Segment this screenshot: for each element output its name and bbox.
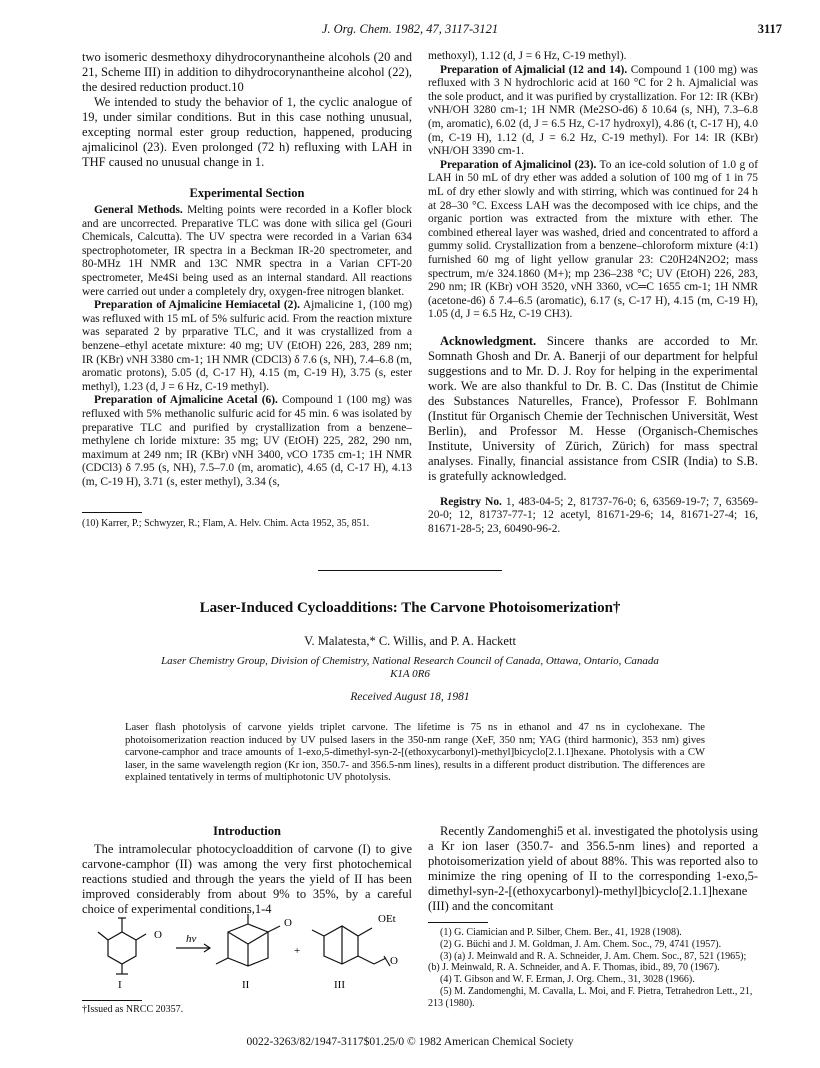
footnote-10 <box>82 518 412 530</box>
acknowledgment-label: Acknowledgment. <box>440 333 537 348</box>
hemiacetal-label: Preparation of Ajmalicine Hemiacetal (2). <box>94 299 301 312</box>
reference-1: (1) G. Ciamician and P. Silber, Chem. Ber., 41, 1928 (1908). <box>440 927 682 938</box>
ajmalicial-label: Preparation of Ajmalicial (12 and 14). <box>440 63 628 76</box>
page-number: 3117 <box>757 22 782 36</box>
reference-3: (3) (a) J. Meinwald and R. A. Schneider, J. Am. Chem. Soc., 87, 521 (1965); (b) J. Meinwald, R. A. Schneider, and A. F. Thomas, ibid., 89, 70 (1967). <box>428 950 747 974</box>
prev-right-column <box>428 50 758 537</box>
copyright-footer: 0022-3263/82/1947-3117$01.25/0 © 1982 American Chemical Society <box>246 1036 574 1048</box>
ajmalicinol-text: To an ice-cold solution of 1.0 g of LAH in 50 mL of dry ether was added a solution of 100 mg of 1 in 75 mL of dry ether slowly and with stirring, which was continued for 24 h at 28–30 °C. Excess LAH was the decomposed with ice chips, and the organic portion was extracted from the mixture with ether. The combined ethereal layer was washed, dried and concentrated to afford a gummy solid. Crystallization from a benzene–chloroform mixture (4:1) furnished 60 mg of light yellow granular 23: C20H24N2O2; mass spectrum, m/e 324.1860 (M+); mp 236–238 °C; UV (EtOH) 226, 283, 290 nm; IR (KBr) νOH 3520, νNH 3360, νC═C 1655 cm-1; 1H NMR (acetone-d6) δ 7.4–6.5 (aromatic), 6.17 (s, C-17 H), 4.15 (m, C-19 H), 1.05 (d, J = 6.5 Hz, C-19 CH3). <box>428 158 759 321</box>
article-separator <box>318 570 502 571</box>
reference-5: (5) M. Zandomenghi, M. Cavalla, L. Moi, and F. Pietra, Tetrahedron Lett., 21, 213 (1980). <box>428 985 753 1009</box>
intro-paragraph-1: The intramolecular photocycloaddition of carvone (I) to give carvone-camphor (II) was among the very first photochemical reactions studied and through the years the yield of II has been improved considerably from about 9% to 35%, by a careful choice of experimental conditions,1-4 <box>82 842 412 916</box>
acetal-paragraph <box>82 394 412 489</box>
reference-4: (4) T. Gibson and W. F. Erman, J. Org. Chem., 31, 3028 (1966). <box>440 974 695 986</box>
experimental-heading: Experimental Section <box>189 186 305 200</box>
acetal-text: Compound 1 (100 mg) was refluxed with 5% methanolic sulfuric acid for 45 min. 6 was isolated by preparative TLC and purified by crystallization from a benzene–methylene ch loride mixture: 35 mg; UV (EtOH) 225, 282, 290 nm, maximum at 249 nm; IR (KBr) νNH 3400, νCO 1735 cm-1; 1H NMR (CDCl3) δ 7.95 (s, NH), 7.5–7.0 (m, aromatic), 4.65 (d, C-17 H), 4.13 (m, C-19 H), 3.71 (s, ester methyl), 3.34 (s, <box>82 394 412 488</box>
ajmalicial-paragraph <box>428 64 758 159</box>
acetal-label: Preparation of Ajmalicine Acetal (6). <box>94 394 278 407</box>
introduction-heading: Introduction <box>213 824 281 838</box>
article-authors: V. Malatesta,* C. Willis, and P. A. Hackett <box>304 634 516 648</box>
ester-oxygen-label: O <box>390 955 398 967</box>
registry-text: 1, 483-04-5; 2, 81737-76-0; 6, 63569-19-7; 7, 63569-20-0; 12, 81737-77-1; 12 acetyl, 81671-29-6; 14, 81671-27-4; 16, 81671-28-5; 23, 60490-96-2. <box>428 495 758 536</box>
ajmalicial-text: Compound 1 (100 mg) was refluxed with 3 N hydrochloric acid at 160 °C for 2 h. Ajmalicial was the sole product, and it was purified by crystallization. For 12: IR (KBr) νNH/OH 3280 cm-1; 1H NMR (Me2SO-d6) δ 10.64 (s, NH), 7.3–6.8 (m, aromatic), 6.02 (d, J = 6.5 Hz, C-17 hydroxyl), 4.86 (t, C-17 H), 4.0 (m, C-19 H), 1.12 (d, J = 6.2 Hz, C-19 methyl). For 14: IR (KBr) νNH/OH 3390 cm-1. <box>428 63 758 158</box>
carvone-oxygen-label: O <box>154 929 162 941</box>
camphor-oxygen-label: O <box>284 917 292 929</box>
article-affiliation: Laser Chemistry Group, Division of Chemistry, National Research Council of Canada, Ottawa, Ontario, Canada K1A 0R6 <box>161 655 659 680</box>
hv-label: hν <box>186 933 197 945</box>
references-rule <box>428 922 488 923</box>
dagger-footnote-text: †Issued as NRCC 20357. <box>82 1004 184 1015</box>
carvone-structure <box>98 918 146 974</box>
prev-paragraph-2: We intended to study the behavior of 1, the cyclic analogue of 19, under similar conditions. But in this case nothing unusual, excepting normal ester group reduction, happened, producing ajmalicinol (23). Even prolonged (72 h) refluxing with LAH in THF caused no unusual change in 1. <box>82 95 412 169</box>
intro-paragraph-2: Recently Zandomenghi5 et al. investigated the photolysis using a Kr ion laser (350.7- and 356.5-nm lines) and reported a photoisomerization yield of about 88%. This was reported also to minimize the ring opening of II to the corresponding 1-exo,5-dimethyl-syn-2-[(ethoxycarbonyl)-methyl]bicyclo[2.1.1]hexane (III) and the concomitant <box>428 824 758 913</box>
ajmalicinol-label: Preparation of Ajmalicinol (23). <box>440 158 597 171</box>
general-methods-paragraph <box>82 204 412 299</box>
general-methods-text: Melting points were recorded in a Kofler block and are uncorrected. Preparative TLC was done with silica gel (Gouri Chemicals, Calcutta). The UV spectra were recorded in a Varian 634 spectrophotometer, IR spectra in a Beckman IR-20 spectrometer, and 80-MHz 1H NMR and 13C NMR spectra in a Varian CFT-20 spectrometer, Me4Si being used as an internal standard. All reactions were carried out under a completely dry, oxygen-free nitrogen blanket. <box>82 204 412 298</box>
prev-paragraph-1: two isomeric desmethoxy dihydrocorynantheine alcohols (20 and 21, Scheme III) in addition to dihydrocorynantheine alcohol (22), the desired reduction product.10 <box>82 50 412 94</box>
article-abstract: Laser flash photolysis of carvone yields triplet carvone. The lifetime is 75 ns in ethanol and 47 ns in cyclohexane. The photoisomerization reaction induced by UV pulsed lasers in the 350-nm range (XeF, 350 nm; YAG (third harmonic), 353 nm) gives carvone-camphor and trace amounts of 1-exo,5-dimethyl-syn-2-[(ethoxycarbonyl)-methyl]bicyclo[2.1.1]hexane. Photolysis with a CW laser, in the same wavelength region (Kr ion, 350.7- and 356.5-nm lines), results in a different product distribution. The differences are explained tentatively in terms of multiphotonic UV photolysis. <box>125 722 705 784</box>
dagger-footnote-rule <box>82 1000 142 1001</box>
acknowledgment-text: Sincere thanks are accorded to Mr. Somnath Ghosh and Dr. A. Banerji of our department for helpful suggestions and to Mr. D. J. Roy for helping in the experimental work. We are also thankful to Dr. B. C. Das (Institut de Chimie des Substances Naturelles, France), Professor F. Bohlmann (Institut für Organisch Chemie der Technischen Universität, West Berlin), and Professor M. Hesse (Organisch-Chemisches Institute, University of Zürich, Zürich) for mass spectral analyses. Finally, financial assistance from CSIR (India) to S.B. is gratefully acknowledged. <box>428 333 758 483</box>
references-list <box>428 927 758 1010</box>
label-compound-III: III <box>334 979 345 990</box>
footnote-10-text: (10) Karrer, P.; Schwyzer, R.; Flam, A. Helv. Chim. Acta 1952, 35, 851. <box>82 518 370 529</box>
label-compound-II: II <box>242 979 250 990</box>
received-date: Received August 18, 1981 <box>350 691 470 703</box>
acknowledgment-paragraph <box>428 334 758 484</box>
ajmalicinol-paragraph <box>428 159 758 322</box>
reaction-scheme <box>88 902 408 990</box>
hemiacetal-paragraph <box>82 299 412 394</box>
plus-sign: + <box>294 945 301 957</box>
registry-label: Registry No. <box>440 495 502 508</box>
hemiacetal-text: Ajmalicine 1, (100 mg) was refluxed with 15 mL of 5% sulfuric acid. From the reaction mixture was separated 2 by prparative TLC, and it was crystallized from a benzene–ethyl acetate mixture: 40 mg; UV (EtOH) 226, 283, 289 nm; IR (KBr) νNH 3380 cm-1; 1H NMR (CDCl3) δ 7.6 (s, NH), 7.4–6.8 (m, aromatic protons), 5.05 (d, C-17 H), 4.15 (m, C-19 H), 3.75 (s, ester methyl), 1.23 (d, J = 6 Hz, C-19 methyl). <box>82 299 413 393</box>
article-title: Laser-Induced Cycloadditions: The Carvone Photoisomerization† <box>199 600 621 616</box>
general-methods-label: General Methods. <box>94 204 183 216</box>
running-header: J. Org. Chem. 1982, 47, 3117-3121 <box>321 22 499 36</box>
carvone-camphor-structure <box>216 914 280 966</box>
reference-2: (2) G. Büchi and J. M. Goldman, J. Am. Chem. Soc., 79, 4741 (1957). <box>440 938 722 950</box>
registry-paragraph <box>428 496 758 537</box>
prev-left-column <box>82 50 412 489</box>
bicyclohexane-ester-structure <box>312 926 390 966</box>
oet-label: OEt <box>378 913 396 925</box>
methoxyl-continuation: methoxyl), 1.12 (d, J = 6 Hz, C-19 methyl). <box>428 50 627 62</box>
intro-right-column <box>428 824 758 914</box>
label-compound-I: I <box>118 979 122 990</box>
dagger-footnote <box>82 1004 412 1016</box>
footnote-rule <box>82 512 142 513</box>
